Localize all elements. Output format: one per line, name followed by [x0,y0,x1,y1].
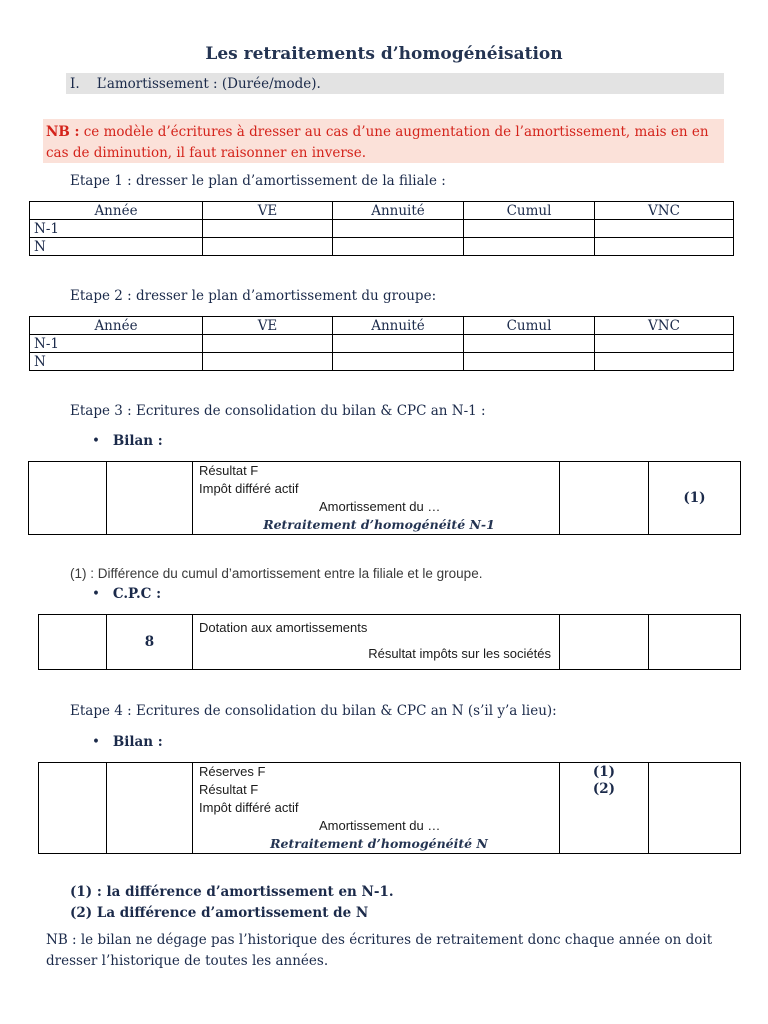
bullet-cpc: • C.P.C : [92,586,162,602]
entry-lines [193,763,560,854]
entry-ref: (2) [592,781,616,797]
bullet-bilan-2: • Bilan : [92,734,163,750]
table-row [30,335,734,353]
step-2-heading: Etape 2 : dresser le plan d’amortissement du groupe: [70,288,437,304]
entry-refs [560,763,649,854]
bullet-bilan-1: • Bilan : [92,433,163,449]
col-header-annuite: Annuité [333,202,464,220]
note-1: (1) : Différence du cumul d’amortissement entre la filiale et le groupe. [70,566,483,581]
table-header-row [30,202,734,220]
nb-note [46,122,724,164]
journal-entry-bilan-n [38,762,741,854]
row-label: N [30,238,203,256]
nb-prefix: NB : [46,124,80,140]
col-header-cumul: Cumul [464,317,595,335]
group-depreciation-table [29,316,734,371]
entry-line: Réserves F [199,764,266,779]
footnote: (2) La différence d’amortissement de N [70,905,369,921]
entry-ref: (1) [592,764,616,780]
entry-lines [193,615,560,670]
section-number: I. [70,76,80,92]
col-header-ve: VE [203,202,333,220]
section-heading [70,76,321,92]
entry-line: Résultat F [199,782,259,797]
step-4-heading: Etape 4 : Ecritures de consolidation du bilan & CPC an N (s’il y’a lieu): [70,703,557,719]
entry-lines [193,462,560,535]
entry-line: Résultat F [199,463,259,478]
entry-caption: Retraitement d’homogénéité N-1 [263,517,495,532]
entry-line: Dotation aux amortissements [199,620,368,635]
step-3-heading: Etape 3 : Ecritures de consolidation du bilan & CPC an N-1 : [70,403,486,419]
entry-line: Amortissement du … [319,499,441,514]
step-1-heading: Etape 1 : dresser le plan d’amortissement de la filiale : [70,173,446,189]
row-label: N [30,353,203,371]
entry-line: Impôt différé actif [199,481,299,496]
table-row [30,238,734,256]
col-header-cumul: Cumul [464,202,595,220]
journal-entry-cpc-n-1 [38,614,741,670]
section-label: L’amortissement : (Durée/mode). [96,76,321,92]
entry-ref: (1) [649,462,741,535]
bilan-label: Bilan : [112,433,163,449]
subsidiary-depreciation-table [29,201,734,256]
table-header-row [30,317,734,335]
table-row [30,220,734,238]
page-title: Les retraitements d’homogénéisation [205,44,563,64]
table-row [30,353,734,371]
col-header-annee: Année [30,317,203,335]
bilan-label: Bilan : [112,734,163,750]
footnotes [70,882,394,924]
entry-line: Résultat impôts sur les sociétés [368,646,551,661]
col-header-annuite: Annuité [333,317,464,335]
col-header-vnc: VNC [595,317,734,335]
cpc-label: C.P.C : [112,586,162,602]
footnote: (1) : la différence d’amortissement en N-1. [70,884,394,900]
nb-body: ce modèle d’écritures à dresser au cas d’une augmentation de l’amortissement, mais en en cas de diminution, il faut raisonner en inverse. [46,124,709,161]
entry-line: Impôt différé actif [199,800,299,815]
entry-line: Amortissement du … [319,818,441,833]
col-header-annee: Année [30,202,203,220]
row-label: N-1 [30,220,203,238]
account-number: 8 [107,615,193,670]
entry-caption: Retraitement d’homogénéité N [270,836,488,851]
col-header-vnc: VNC [595,202,734,220]
journal-entry-bilan-n-1 [28,461,741,535]
col-header-ve: VE [203,317,333,335]
final-note: NB : le bilan ne dégage pas l’historique des écritures de retraitement donc chaque année on doit dresser l’historique de toutes les années. [46,932,713,969]
row-label: N-1 [30,335,203,353]
